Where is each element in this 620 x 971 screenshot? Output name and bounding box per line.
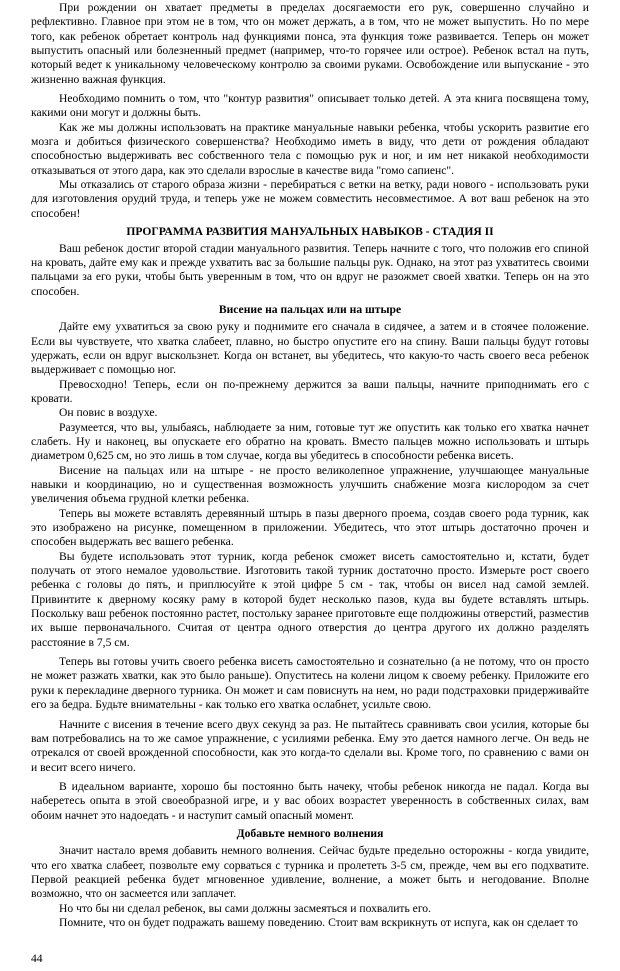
paragraph: Вы будете использовать этот турник, когда ребенок сможет висеть самостоятельно и, кстати, будет получать от этого немалое удовольствие. Изготовить такой турник достаточно просто. Измерьте рост своего ребенка с головы до пять, и приплюсуйте к этой цифре 5 см - так, чтобы он висел над самой землей. Привинтите к дверному косяку раму в которой будет несколько пазов, куда вы будете вставлять штырь. Поскольку ваш ребенок постоянно растет, постольку заранее приготовьте еще полдюжины отверстий, разместив их выше первоначального. Считая от центра одного отверстия до центра другого их должно разделять расстояние в 7,5 см. xyxy=(31,549,589,649)
paragraph: Он повис в воздухе. xyxy=(59,406,158,420)
book-page xyxy=(31,1,589,930)
page-number: 44 xyxy=(31,952,43,965)
section-heading-program: ПРОГРАММА РАЗВИТИЯ МАНУАЛЬНЫХ НАВЫКОВ - СТАДИЯ II xyxy=(126,225,494,239)
paragraph: Начните с висения в течение всего двух секунд за раз. Не пытайтесь сравнивать свои усилия, которые бы вам потребовались на то же самое упражнение, с усилиями ребенка. Ему это дается намного легче. Он ведь не отрекался от своей врожденной способности, как это когда-то сделали вы. Кроме того, по сравнению с вами он и весит всего ничего. xyxy=(31,717,589,774)
paragraph: Теперь вы можете вставлять деревянный штырь в пазы дверного проема, создав своего рода турник, как это изображено на рисунке, помещенном в приложении. Убедитесь, что этот штырь достаточно прочен и способен выдержать вес вашего ребенка. xyxy=(31,506,589,549)
paragraph: Как же мы должны использовать на практике мануальные навыки ребенка, чтобы ускорить развитие его мозга и добиться физического совершенства? Необходимо иметь в виду, что дети от рождения обладают способностью выдерживать вес собственного тела с помощью рук и ног, и им нет никакой необходимости отказываться от этого дара, как это сделали взрослые в качестве вида "гомо сапиенс". xyxy=(31,120,589,177)
paragraph: Превосходно! Теперь, если он по-прежнему держится за ваши пальцы, начните приподнимать его с кровати. xyxy=(31,377,589,405)
paragraph: Ваш ребенок достиг второй стадии мануального развития. Теперь начните с того, что положив его спиной на кровать, дайте ему как и прежде ухватить вас за большие пальцы рук. Однако, на этот раз ухватитесь своими пальцами за его руки, чтобы быть уверенным в том, что он вдруг не разожмет своей хватки. Теперь он на это способен. xyxy=(31,241,589,298)
subheading-excitement: Добавьте немного волнения xyxy=(236,826,384,840)
subheading-hanging: Висение на пальцах или на штыре xyxy=(218,302,402,316)
paragraph: Разумеется, что вы, улыбаясь, наблюдаете за ним, готовые тут же опустить как только его хватка начнет слабеть. Ну и наконец, вы опускаете его обратно на кровать. Вместо пальцев можно использовать и штырь диаметром 0,625 см, но это лишь в том случае, когда вы убедитесь в способности ребенка висеть. xyxy=(31,420,589,463)
paragraph: Мы отказались от старого образа жизни - перебираться с ветки на ветку, ради нового - использовать руки для изготовления орудий труда, и теперь уже не можем совместить несовместимое. А вот ваш ребенок на это способен! xyxy=(31,178,589,220)
paragraph: При рождении он хватает предметы в пределах досягаемости его рук, совершенно случайно и рефлективно. Главное при этом не в том, что он может держать, а в том, что не может выпустить. Но по мере того, как ребенок обретает контроль над функциями понса, эта функция тоже развивается. Теперь он может выпустить опасный или болезненный предмет (например, что-то горячее или острое). Ребенок встал на путь, который ведет к уникальному человеческому контролю за своими руками. Освобождение или выпускание - это жизненно важная функция. xyxy=(31,1,589,86)
paragraph: Висение на пальцах или на штыре - не просто великолепное упражнение, улучшающее мануальные навыки и координацию, но и существенная возможность улучшить снабжение мозга кислородом за счет увеличения объема грудной клетки ребенка. xyxy=(31,463,589,506)
paragraph: Помните, что он будет подражать вашему поведению. Стоит вам вскрикнуть от испуга, как он сделает то xyxy=(59,915,578,929)
paragraph: Дайте ему ухватиться за свою руку и поднимите его сначала в сидячее, а затем и в стоячее положение. Если вы чувствуете, что хватка слабеет, плавно, но быстро опустите его на спину. Ваши пальцы будут готовы удержать, если он вдруг выскользнет. Когда он встанет, вы убедитесь, что какую-то часть своего веса ребенок выдерживает с помощью ног. xyxy=(31,320,589,377)
paragraph: Но что бы ни сделал ребенок, вы сами должны засмеяться и похвалить его. xyxy=(59,901,431,915)
paragraph: Теперь вы готовы учить своего ребенка висеть самостоятельно и сознательно (а не потому, что он просто не может разжать хватки, как это было раньше). Опуститесь на колени лицом к своему ребенку. Приложите его руки к перекладине дверного турника. Он может и сам повиснуть на нем, но ради подстраховки придерживайте его за бедра. Будьте внимательны - как только его хватка ослабнет, усильте свою. xyxy=(31,655,589,712)
paragraph: Необходимо помнить о том, что "контур развития" описывает только детей. А эта книга посвящена тому, какими они могут и должны быть. xyxy=(31,92,589,120)
paragraph: Значит настало время добавить немного волнения. Сейчас будьте предельно осторожны - когда увидите, что его хватка слабеет, позвольте ему сорваться с турника и пролететь 3-5 см, прежде, чем вы его подхватите. Первой реакцией ребенка будет мгновенное удивление, волнение, а может быть и негодование. Вполне возможно, что он засмеется или заплачет. xyxy=(31,844,589,901)
paragraph: В идеальном варианте, хорошо бы постоянно быть начеку, чтобы ребенок никогда не падал. Когда вы наберетесь опыта в этой своеобразной игре, и у вас обоих возрастет уверенность в собственных силах, вам обоим начнет это надоедать - и наступит самый опасный момент. xyxy=(31,779,589,822)
